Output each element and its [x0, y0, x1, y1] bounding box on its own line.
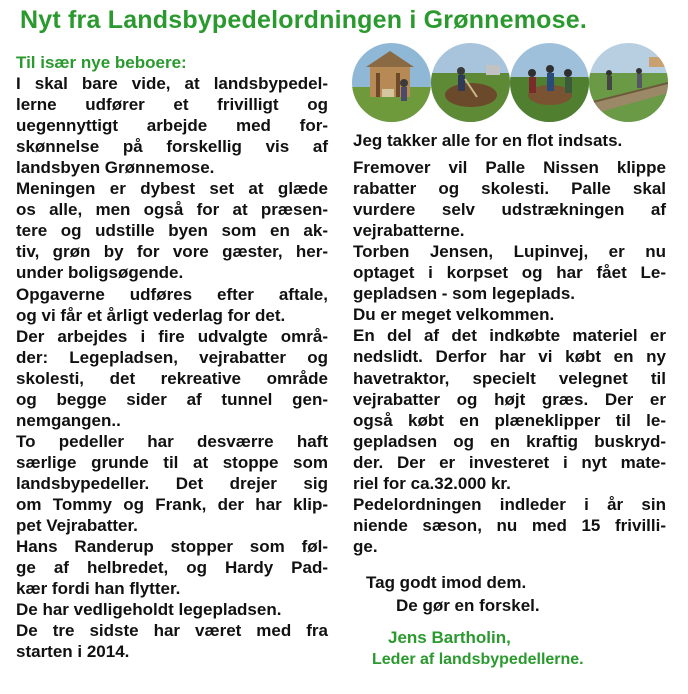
left-text-line: og begge sider af tunnel gen-	[16, 389, 328, 409]
right-text-line: vurdere selv udstrækningen af	[353, 200, 666, 220]
page-title: Nyt fra Landsbypedelordningen i Grønnemose.	[20, 6, 588, 34]
closing-line-2: De gør en forskel.	[396, 596, 540, 615]
left-text-line: tere og udstille byen som en ak-	[16, 221, 328, 241]
left-text-line: særlige grunde til at stoppe som	[16, 452, 328, 472]
right-text-line: der. Der er investeret i nyt mate-	[353, 452, 666, 472]
left-text-line: pet Vejrabatter.	[16, 516, 138, 536]
right-text-line: havetraktor, specielt velegnet til	[353, 368, 666, 388]
left-text-line: uegennyttigt arbejde med for-	[16, 116, 328, 136]
left-text-line: landsbypedeller. Det drejer sig	[16, 473, 328, 493]
left-heading: Til især nye beboere:	[16, 53, 187, 72]
right-text-line: Fremover vil Palle Nissen klippe	[353, 158, 666, 178]
left-text-line: under boligsøgende.	[16, 263, 184, 283]
signature-name: Jens Bartholin,	[388, 628, 511, 647]
left-text-line: Hans Randerup stopper som føl-	[16, 537, 328, 557]
left-text-line: tiv, grøn by for vore gæster, her-	[16, 242, 328, 262]
signature-role: Leder af landsbypedellerne.	[372, 651, 584, 668]
left-text-line: landsbyen Grønnemose.	[16, 158, 215, 178]
right-text-line: riel for ca.32.000 kr.	[353, 473, 511, 493]
left-text-line: nemgangen..	[16, 410, 121, 430]
right-text-line: rabatter og skolesti. Palle skal	[353, 179, 666, 199]
right-text-line: En del af det indkøbte materiel er	[353, 326, 666, 346]
right-body	[353, 130, 666, 557]
left-text-line: lerne udfører et frivilligt og	[16, 95, 328, 115]
left-text-line: og vi får et årligt vederlag for det.	[16, 305, 286, 325]
photo-strip	[352, 43, 672, 123]
left-text-line: De tre sidste har været med fra	[16, 621, 328, 641]
right-column	[353, 130, 666, 557]
right-text-line: Torben Jensen, Lupinvej, er nu	[353, 242, 666, 262]
left-text-line: De har vedligeholdt legepladsen.	[16, 600, 282, 620]
right-text-line: Du er meget velkommen.	[353, 305, 555, 325]
left-text-line: os alle, men også for at præsen-	[16, 200, 328, 220]
left-text-line: starten i 2014.	[16, 642, 130, 662]
left-text-line: skønnelse på forskellig vis af	[16, 137, 328, 157]
left-text-line: ge af helbredet, og Hardy Pad-	[16, 558, 328, 578]
right-text-line: niende sæson, nu med 15 frivilli-	[353, 515, 666, 535]
right-text-line: Pedelordningen indleder i år sin	[353, 494, 666, 514]
left-text-line: Opgaverne udføres efter aftale,	[16, 284, 328, 304]
left-column	[16, 52, 328, 662]
right-text-line: nedslidt. Derfor har vi købt en ny	[353, 347, 666, 367]
right-text-line: optaget i korpset og har fået Le-	[353, 263, 666, 283]
right-text-line: også købt en plæneklipper til le-	[353, 410, 666, 430]
left-text-line: I skal bare vide, at landsbypedel-	[16, 74, 328, 94]
left-text-line: kær fordi han flytter.	[16, 579, 181, 599]
photo-raking-soil	[431, 43, 510, 122]
left-text-line: om Tommy og Frank, der har klip-	[16, 494, 328, 514]
right-text-line: vejrabatterne.	[353, 221, 465, 241]
left-text-line: Meningen er dybest set at glæde	[16, 179, 328, 199]
photo-group-digging	[510, 43, 589, 122]
left-text-line: To pedeller har desværre haft	[16, 431, 328, 451]
left-text-line: skolesti, det rekreative område	[16, 368, 328, 388]
right-text-line: vejrabatter og højt græs. Der er	[353, 389, 666, 409]
right-text-line: gepladsen - som legeplads.	[353, 284, 576, 304]
right-text-line: gepladsen og en kraftig buskryd-	[353, 431, 666, 451]
right-text-line: ge.	[353, 536, 378, 556]
right-text-line: Jeg takker alle for en flot indsats.	[353, 131, 623, 150]
photo-playground-building	[352, 43, 431, 122]
left-text-line: der: Legepladsen, vejrabatter og	[16, 347, 328, 367]
closing-line-1: Tag godt imod dem.	[366, 573, 527, 592]
left-text-line: Der arbejdes i fire udvalgte områ-	[16, 326, 328, 346]
photo-boardwalk-workers	[589, 43, 668, 122]
left-body	[16, 73, 328, 662]
